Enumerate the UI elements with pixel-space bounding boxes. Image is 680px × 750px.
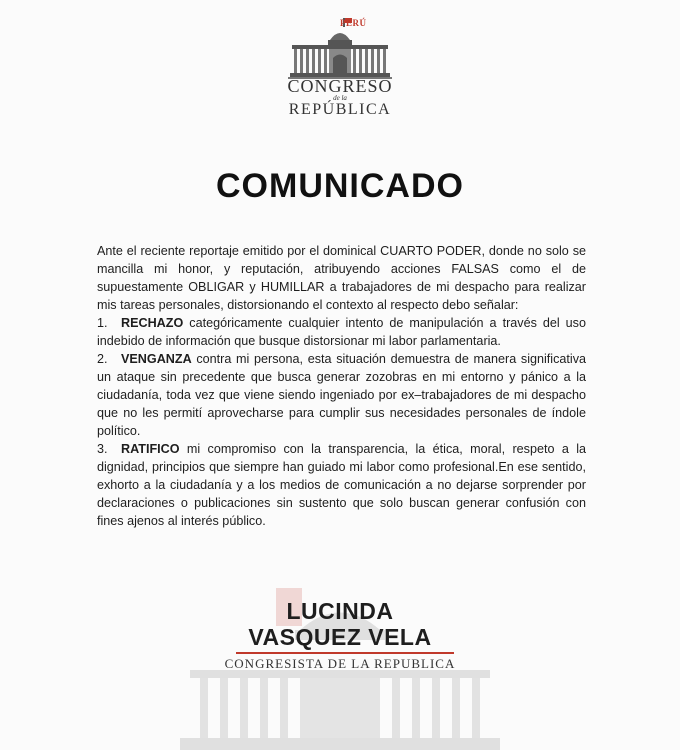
logo-republica-label: REPÚBLICA	[288, 101, 392, 118]
item-number: 3.	[97, 442, 108, 456]
item-keyword: RATIFICO	[121, 442, 180, 456]
list-item-venganza	[97, 350, 586, 440]
logo-congreso-label: CONGRESO	[287, 76, 393, 96]
item-keyword: VENGANZA	[121, 352, 192, 366]
signatory-surname: VASQUEZ VELA	[248, 624, 432, 650]
item-text: mi compromiso con la transparencia, la ética, moral, respeto a la dignidad, principios que siempre han guiado mi labor como profesional.En ese sentido, exhorto a la ciudadanía y a los medios de comunicación a no dejarse sorprender por declaraciones o publicaciones sin sustento que solo buscan generar confusión con fines ajenos al interés público.	[97, 442, 586, 528]
item-text: categóricamente cualquier intento de manipulación a través del uso indebido de información que busque distorsionar mi labor parlamentaria.	[97, 316, 586, 348]
item-number: 2.	[97, 352, 108, 366]
logo-de-la-label: de la	[333, 94, 347, 102]
statement-body	[97, 242, 586, 530]
signature-divider	[236, 652, 454, 654]
congress-logo	[280, 10, 400, 120]
signatory-role: CONGRESISTA DE LA REPUBLICA	[224, 656, 456, 671]
signatory-first-name: LUCINDA	[286, 598, 394, 624]
item-text: contra mi persona, esta situación demuestra de manera significativa un ataque sin precedente que busca generar zozobras en mi entorno y pánico a la ciudadanía, toda vez que viene siendo ingeniado por ex–trabajadores de mi despacho que no les permití aprovecharse para cumplir sus necesidades personales de índole político.	[97, 352, 586, 438]
item-keyword: RECHAZO	[121, 316, 184, 330]
logo-country-label: PERÚ	[340, 18, 367, 28]
document-title: COMUNICADO	[216, 167, 464, 205]
intro-paragraph: Ante el reciente reportaje emitido por el dominical CUARTO PODER, donde no solo se mancilla mi honor, y reputación, atribuyendo acciones FALSAS como el de supuestamente OBLIGAR y HUMILLAR a trabajadores de mi despacho para realizar mis tareas personales, distorsionando el contexto al respecto debo señalar:	[97, 244, 586, 312]
list-item-rechazo	[97, 314, 586, 350]
item-number: 1.	[97, 316, 108, 330]
list-item-ratifico	[97, 440, 586, 530]
